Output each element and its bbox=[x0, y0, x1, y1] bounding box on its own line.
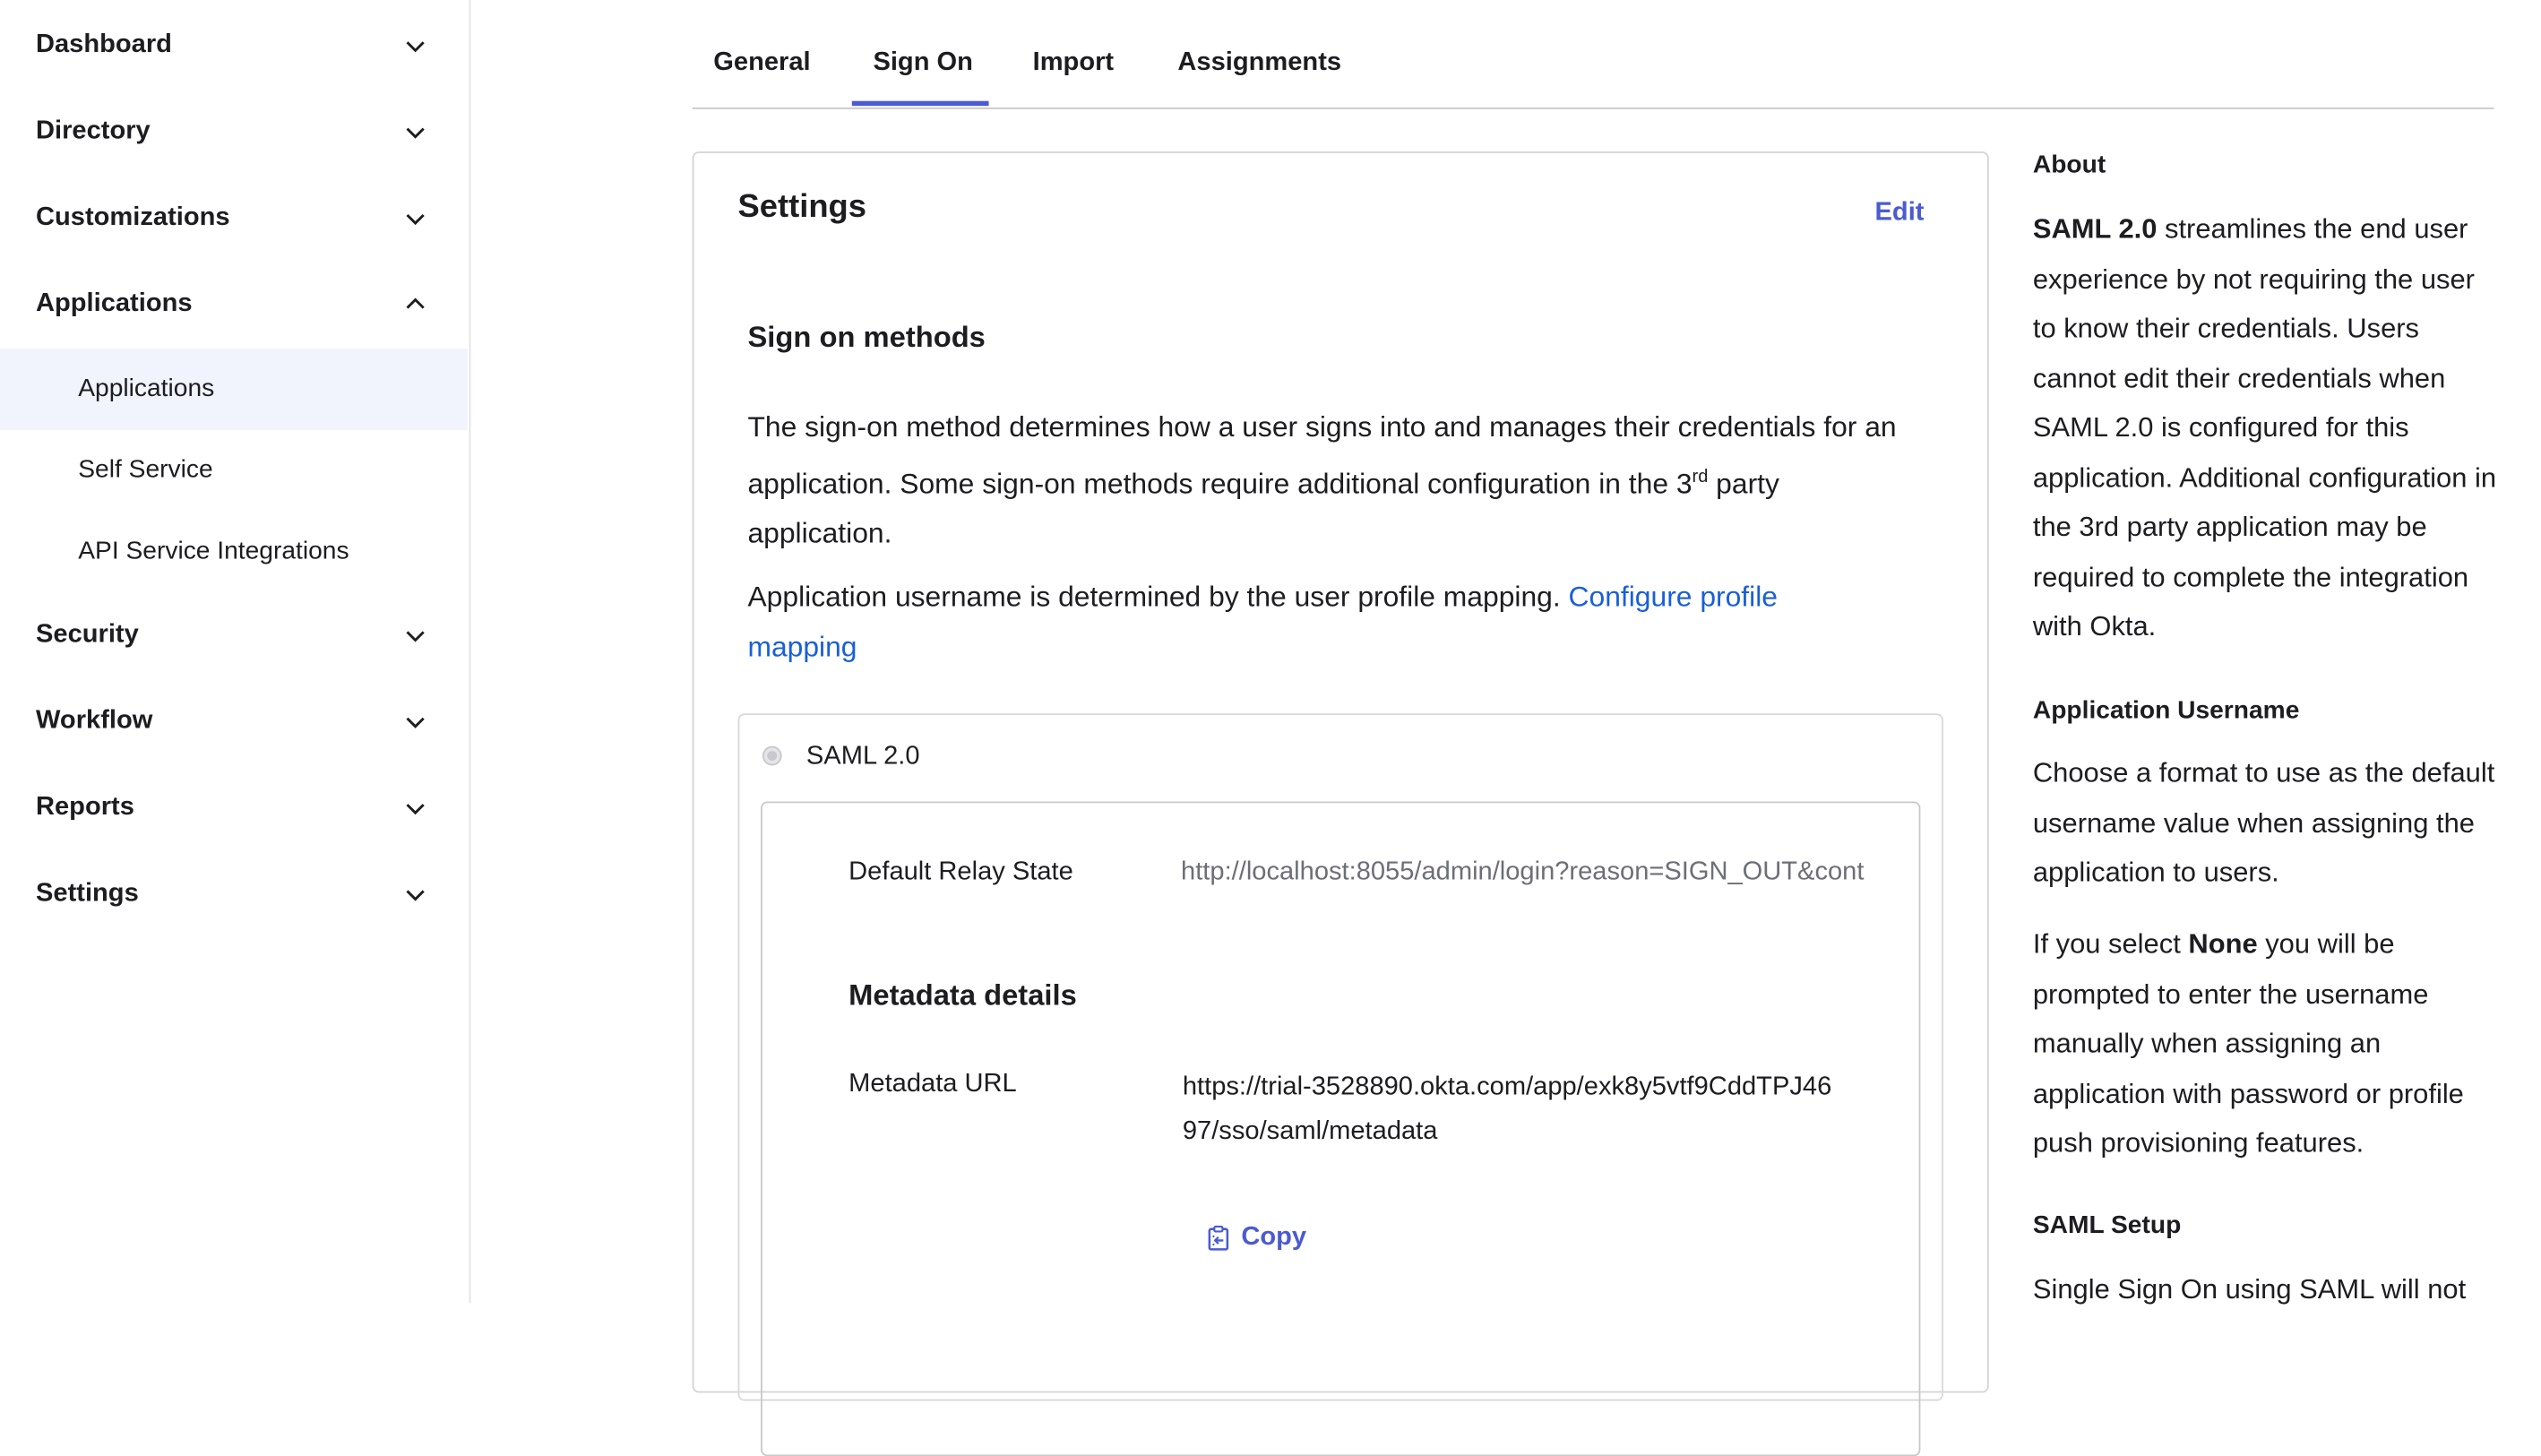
sidebar-item-dashboard[interactable] bbox=[0, 13, 468, 79]
saml-method-box bbox=[738, 713, 1943, 1400]
tab-assignments[interactable]: Assignments bbox=[1177, 48, 1342, 77]
tab-general[interactable]: General bbox=[713, 48, 811, 77]
description-superscript: rd bbox=[1692, 466, 1709, 487]
sidebar-item-security[interactable] bbox=[0, 603, 468, 668]
sign-on-methods-heading: Sign on methods bbox=[747, 321, 986, 354]
active-tab-indicator bbox=[852, 101, 989, 106]
none-text-post: you will be prompted to enter the username manually when assigning an application with password or profile push provisioning features. bbox=[2032, 928, 2464, 1159]
sidebar-item-applications[interactable] bbox=[0, 272, 468, 338]
chevron-down-icon bbox=[404, 121, 426, 143]
sidebar-subitem-applications[interactable] bbox=[0, 349, 468, 430]
application-username-text: Choose a format to use as the default username value when assigning the application to users. bbox=[2032, 757, 2495, 888]
description-text-end: party application. bbox=[747, 466, 1779, 549]
edit-button[interactable]: Edit bbox=[1874, 198, 1925, 227]
username-description bbox=[747, 572, 1871, 671]
tab-bar bbox=[693, 0, 2494, 109]
sign-on-description bbox=[747, 402, 1920, 557]
sidebar-subitem-api-service-integrations[interactable] bbox=[0, 512, 468, 593]
sidebar-item-settings[interactable] bbox=[0, 862, 468, 927]
relay-state-label: Default Relay State bbox=[848, 858, 1073, 886]
metadata-url-label: Metadata URL bbox=[848, 1070, 1017, 1098]
sidebar-item-label: Dashboard bbox=[35, 30, 172, 59]
configure-profile-mapping-link[interactable]: Configure profile mapping bbox=[747, 580, 1778, 663]
chevron-up-icon bbox=[404, 293, 426, 315]
description-text: The sign-on method determines how a user signs into and manages their credentials for an application. Some sign-on methods require additional configuration in the 3 bbox=[747, 410, 1897, 499]
saml-details-panel bbox=[761, 801, 1920, 1456]
chevron-down-icon bbox=[404, 34, 426, 56]
sidebar-item-workflow[interactable] bbox=[0, 689, 468, 754]
sidebar-subitem-label: API Service Integrations bbox=[78, 537, 349, 565]
about-rest: streamlines the end user experience by not requiring the user to know their credentials. Users cannot edit their credentials when SAML 2.0 is configured for this application. Additional configuration in the 3rd party application may be required to complete the integration with Okta. bbox=[2032, 213, 2497, 642]
sidebar-item-label: Reports bbox=[35, 793, 134, 822]
copy-button[interactable] bbox=[1207, 1223, 1306, 1253]
application-username-heading: Application Username bbox=[2032, 697, 2300, 726]
username-text: Application username is determined by the user profile mapping. bbox=[747, 580, 1569, 613]
sidebar bbox=[0, 0, 470, 1303]
none-bold: None bbox=[2188, 928, 2258, 960]
chevron-down-icon bbox=[404, 624, 426, 646]
copy-label: Copy bbox=[1241, 1223, 1307, 1252]
sidebar-item-directory[interactable] bbox=[0, 99, 468, 165]
sidebar-subitem-self-service[interactable] bbox=[0, 430, 468, 512]
sidebar-item-label: Directory bbox=[35, 116, 151, 145]
saml-radio[interactable] bbox=[762, 746, 782, 766]
sidebar-item-label: Applications bbox=[35, 289, 193, 318]
sidebar-item-label: Workflow bbox=[35, 707, 153, 735]
sidebar-subitem-label: Self Service bbox=[78, 456, 213, 484]
about-bold: SAML 2.0 bbox=[2032, 213, 2158, 245]
saml-label: SAML 2.0 bbox=[805, 743, 920, 771]
sidebar-item-label: Customizations bbox=[35, 203, 230, 232]
about-text bbox=[2033, 205, 2499, 652]
chevron-down-icon bbox=[404, 797, 426, 819]
chevron-down-icon bbox=[404, 207, 426, 229]
chevron-down-icon bbox=[404, 883, 426, 905]
sidebar-item-label: Settings bbox=[35, 879, 139, 908]
relay-state-value: http://localhost:8055/admin/login?reason=SIGN_OUT&cont bbox=[1181, 858, 1865, 886]
tab-sign-on[interactable]: Sign On bbox=[873, 48, 973, 77]
sidebar-item-customizations[interactable] bbox=[0, 185, 468, 251]
settings-title: Settings bbox=[737, 188, 867, 225]
none-text-pre: If you select bbox=[2032, 928, 2189, 960]
about-heading: About bbox=[2032, 151, 2106, 179]
settings-card bbox=[693, 151, 1989, 1392]
sidebar-item-label: Security bbox=[35, 620, 139, 649]
metadata-url-value: https://trial-3528890.okta.com/app/exk8y5vtf9CddTPJ4697/sso/saml/metadata bbox=[1182, 1073, 1832, 1145]
saml-setup-text: Single Sign On using SAML will not bbox=[2032, 1273, 2467, 1305]
saml-setup-heading: SAML Setup bbox=[2032, 1211, 2182, 1240]
clipboard-icon bbox=[1207, 1225, 1229, 1251]
tab-import[interactable]: Import bbox=[1032, 48, 1115, 77]
sidebar-subitem-label: Applications bbox=[78, 375, 215, 403]
metadata-details-heading: Metadata details bbox=[848, 978, 1077, 1012]
chevron-down-icon bbox=[404, 711, 426, 733]
sidebar-item-reports[interactable] bbox=[0, 775, 468, 840]
none-option-text bbox=[2033, 920, 2499, 1168]
